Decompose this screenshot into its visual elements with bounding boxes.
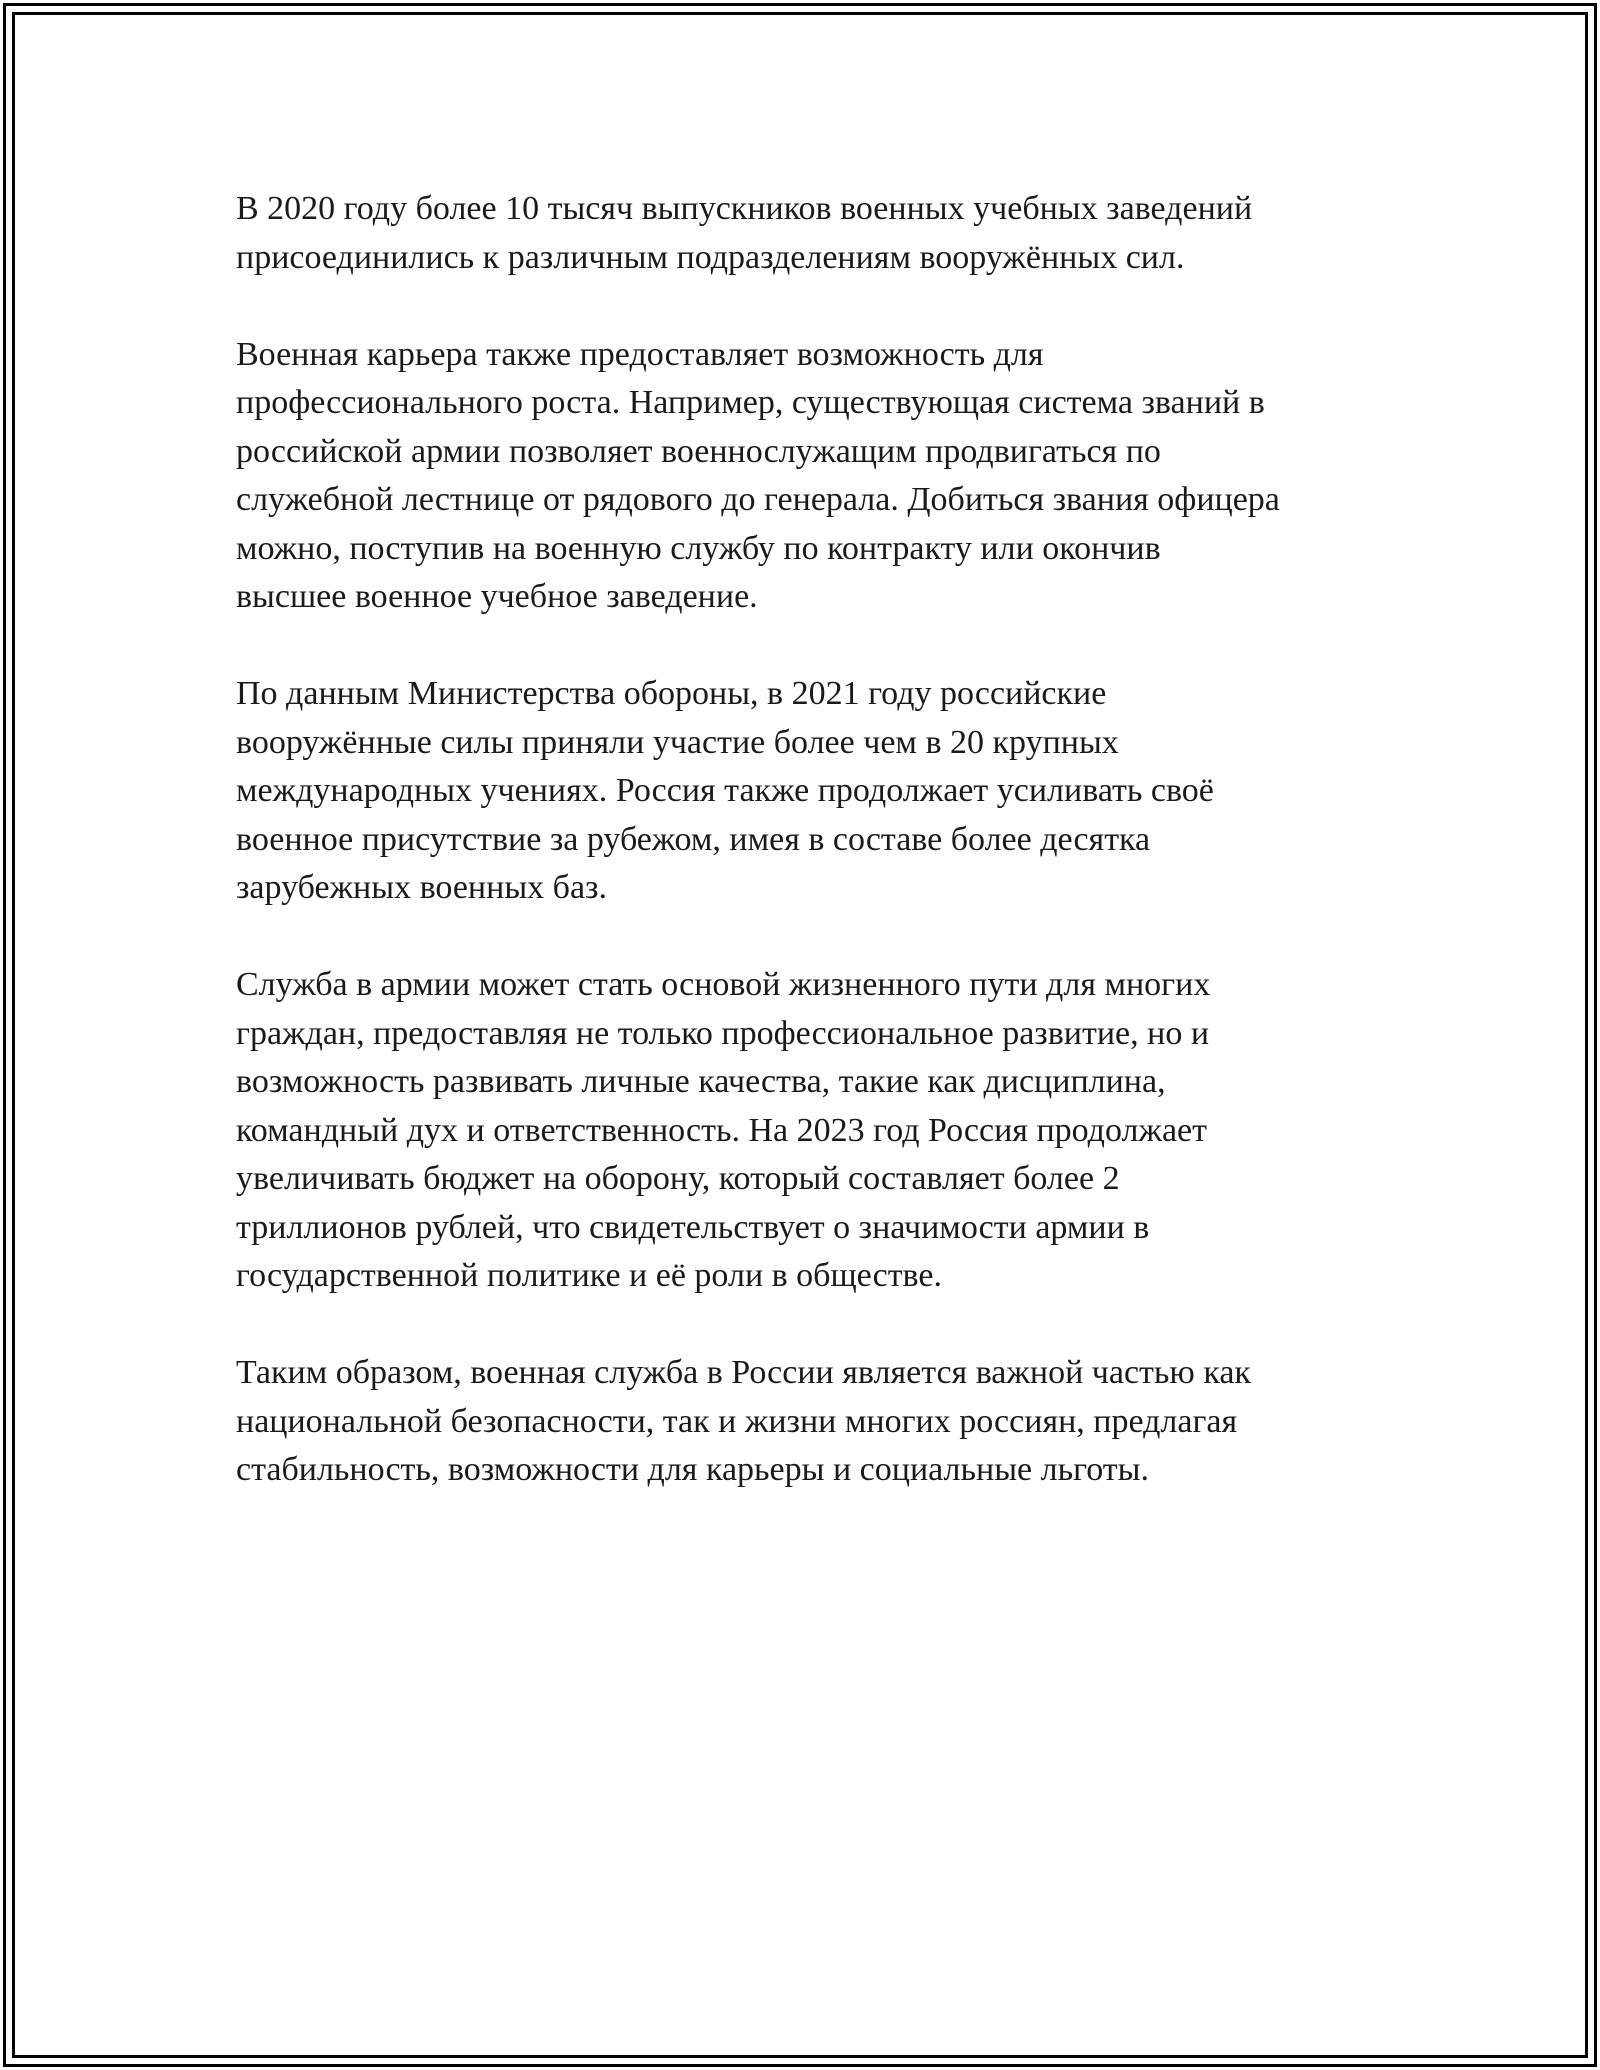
text-line: В 2020 году более 10 тысяч выпускников военных учебных заведений — [236, 190, 1253, 227]
text-line: Военная карьера также предоставляет возможность для — [236, 335, 1044, 373]
paragraph — [236, 185, 1376, 282]
text-line: высшее военное учебное заведение. — [236, 578, 758, 615]
text-line: вооружённые силы приняли участие более чем в 20 крупных — [236, 723, 1119, 761]
paragraph — [236, 331, 1376, 622]
text-line: стабильность, возможности для карьеры и социальные льготы. — [236, 1451, 1149, 1488]
text-line: По данным Министерства обороны, в 2021 году российские — [236, 675, 1107, 712]
text-line: зарубежных военных баз. — [236, 869, 607, 906]
text-line: присоединились к различным подразделениям вооружённых сил. — [236, 238, 1185, 276]
text-line: профессионального роста. Например, существующая система званий в — [236, 384, 1265, 421]
paragraph — [236, 961, 1376, 1301]
text-line: можно, поступив на военную службу по контракту или окончив — [236, 529, 1161, 567]
text-line: командный дух и ответственность. На 2023 год Россия продолжает — [236, 1111, 1208, 1149]
text-line: государственной политике и её роли в обществе. — [236, 1257, 942, 1294]
document-body — [236, 185, 1376, 1543]
text-line: возможность развивать личные качества, такие как дисциплина, — [236, 1063, 1166, 1100]
paragraph — [236, 670, 1376, 913]
text-line: Служба в армии может стать основой жизненного пути для многих — [236, 966, 1211, 1003]
text-line: граждан, предоставляя не только профессиональное развитие, но и — [236, 1014, 1210, 1052]
text-line: военное присутствие за рубежом, имея в составе более десятка — [236, 820, 1151, 858]
text-line: международных учениях. Россия также продолжает усиливать своё — [236, 772, 1214, 809]
text-line: российской армии позволяет военнослужащим продвигаться по — [236, 432, 1161, 470]
text-line: национальной безопасности, так и жизни многих россиян, предлагая — [236, 1402, 1238, 1440]
text-line: Таким образом, военная служба в России является важной частью как — [236, 1354, 1251, 1391]
paragraph — [236, 1349, 1376, 1495]
text-line: триллионов рублей, что свидетельствует о значимости армии в — [236, 1208, 1150, 1246]
text-line: служебной лестнице от рядового до генерала. Добиться звания офицера — [236, 481, 1280, 518]
text-line: увеличивать бюджет на оборону, который составляет более 2 — [236, 1160, 1120, 1197]
